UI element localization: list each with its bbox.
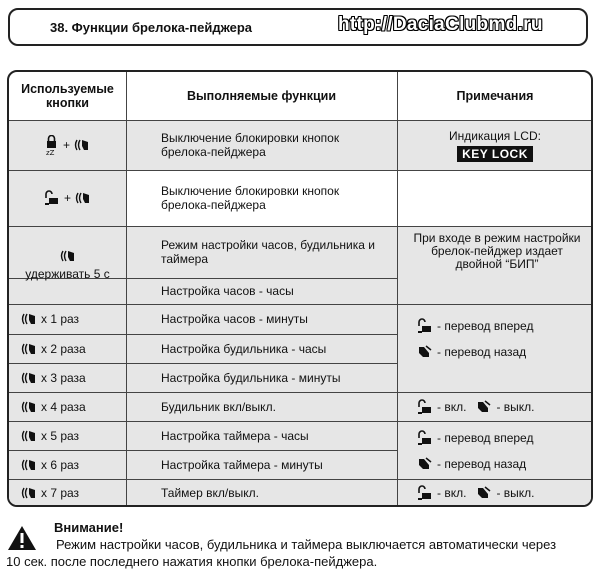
site-url[interactable]: http://DaciaClubmd.ru	[338, 14, 543, 35]
row2-buttons: +	[9, 170, 126, 226]
pager-button-icon	[75, 191, 91, 205]
unlock-icon	[417, 430, 433, 446]
note-back: - перевод назад	[417, 342, 593, 362]
unlock-icon	[417, 485, 433, 501]
note-on-off-timer: - вкл. - выкл.	[417, 479, 593, 507]
row8-buttons: x 4 раза	[21, 392, 126, 421]
pager-button-icon	[21, 342, 37, 356]
row7-buttons: x 3 раза	[21, 363, 126, 392]
row6-function: Настройка будильника - часы	[161, 341, 327, 356]
row9-function: Настройка таймера - часы	[161, 428, 309, 443]
col-header-functions: Выполняемые функции	[186, 89, 337, 103]
row5-function: Настройка часов - минуты	[161, 312, 308, 326]
page-header	[8, 8, 588, 46]
row6-buttons: x 2 раза	[21, 334, 126, 363]
row5-buttons: x 1 раз	[21, 304, 126, 334]
row1-note: Индикация LCD: KEY LOCK	[449, 128, 541, 161]
row3-note: При входе в режим настройки брелок-пейджер издает двойной “БИП”	[413, 231, 581, 271]
functions-table	[7, 70, 593, 507]
row1-function: Выключение блокировки кнопок брелока-пейджера	[161, 131, 340, 159]
row11-buttons: x 7 раз	[21, 479, 126, 507]
row4-function: Настройка часов - часы	[161, 284, 294, 298]
car-speaker-icon	[417, 345, 433, 359]
row9-buttons: x 5 раз	[21, 421, 126, 450]
row8-function: Будильник вкл/выкл.	[161, 399, 276, 414]
row10-function: Настройка таймера - минуты	[161, 457, 323, 472]
row11-function: Таймер вкл/выкл.	[161, 486, 259, 500]
car-speaker-icon	[476, 400, 492, 414]
pager-button-icon	[21, 400, 37, 414]
warning-title: Внимание!	[54, 520, 124, 535]
pager-button-icon	[21, 371, 37, 385]
col-header-notes: Примечания	[456, 89, 534, 103]
pager-button-icon	[60, 249, 76, 263]
note-back-timer: - перевод назад	[417, 454, 593, 474]
note-forward-timer: - перевод вперед	[417, 428, 593, 448]
row2-function: Выключение блокировки кнопок брелока-пейджера	[161, 184, 340, 212]
lock-zz-icon	[45, 135, 59, 155]
row3-function: Режим настройки часов, будильника и таймера	[161, 238, 375, 266]
car-speaker-icon	[417, 457, 433, 471]
pager-button-icon	[21, 312, 37, 326]
unlock-icon	[417, 399, 433, 415]
svg-text:zZ: zZ	[45, 149, 55, 155]
car-speaker-icon	[476, 486, 492, 500]
pager-button-icon	[21, 458, 37, 472]
pager-button-icon	[21, 486, 37, 500]
pager-button-icon	[21, 429, 37, 443]
warning-icon	[6, 524, 38, 552]
col-header-buttons: Используемые кнопки	[21, 82, 114, 110]
pager-button-icon	[74, 138, 90, 152]
lcd-keylock-badge: KEY LOCK	[457, 146, 533, 162]
page-title: 38. Функции брелока-пейджера	[50, 20, 253, 35]
row10-buttons: x 6 раз	[21, 450, 126, 479]
note-forward: - перевод вперед	[417, 316, 593, 336]
note-on-off-alarm: - вкл. - выкл.	[417, 392, 593, 421]
row3-buttons: удерживать 5 с	[9, 226, 126, 304]
row1-buttons: zZ +	[9, 120, 126, 170]
row7-function: Настройка будильника - минуты	[161, 370, 341, 385]
unlock-icon	[44, 190, 60, 206]
unlock-icon	[417, 318, 433, 334]
warning-text: Режим настройки часов, будильника и таймера выключается автоматически через 10 сек. после последнего нажатия кнопки брелока-пейджера.	[6, 537, 557, 569]
